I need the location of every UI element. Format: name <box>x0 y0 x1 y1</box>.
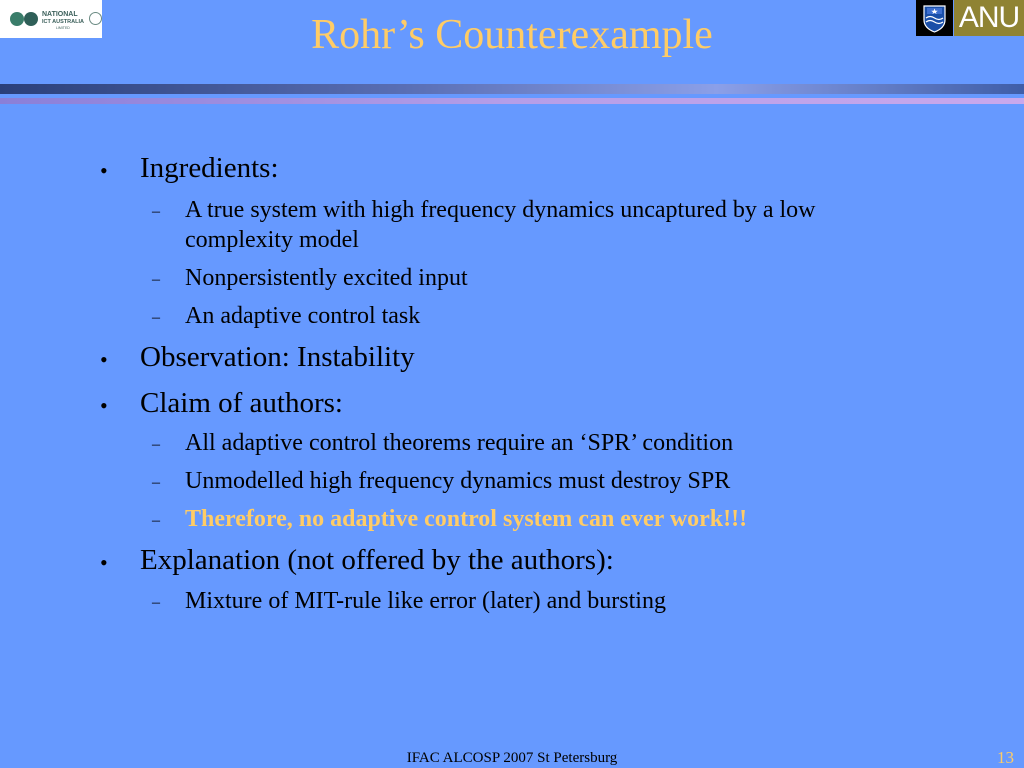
bullet-icon: • <box>100 550 108 575</box>
anu-wordmark: ANU <box>954 0 1024 36</box>
sub-bullet-mixture: Mixture of MIT-rule like error (later) and bursting <box>185 588 666 614</box>
bullet-observation: Observation: Instability <box>140 341 415 373</box>
bullet-icon: • <box>100 393 108 418</box>
slide-footer: IFAC ALCOSP 2007 St Petersburg <box>406 750 618 766</box>
page-number: 13 <box>997 748 1014 767</box>
sub-bullet-icon: – <box>152 474 160 491</box>
sub-bullet-icon: – <box>152 436 160 453</box>
sub-bullet-spr-condition: All adaptive control theorems require an ‘SPR’ condition <box>185 430 734 456</box>
slide-title: Rohr’s Counterexample <box>311 12 713 58</box>
bullet-claim: Claim of authors: <box>140 387 343 419</box>
bullet-icon: • <box>100 347 108 372</box>
sub-bullet-icon: – <box>152 309 160 326</box>
sub-bullet-nonpersistent: Nonpersistently excited input <box>185 265 468 291</box>
bullet-ingredients: Ingredients: <box>140 152 279 184</box>
sub-bullet-conclusion: Therefore, no adaptive control system can ever work!!! <box>185 506 748 532</box>
logo-text-ict-australia: ICT AUSTRALIA <box>42 19 84 25</box>
bullet-icon: • <box>100 158 108 183</box>
logo-text-national: NATIONAL <box>42 11 78 18</box>
sub-bullet-icon: – <box>152 512 160 529</box>
logo-text-limited: LIMITED <box>56 26 70 30</box>
sub-bullet-icon: – <box>152 271 160 288</box>
bullet-explanation: Explanation (not offered by the authors): <box>140 544 614 576</box>
sub-bullet-true-system-cont: complexity model <box>185 227 359 253</box>
sub-bullet-true-system: A true system with high frequency dynamics uncaptured by a low <box>185 197 816 223</box>
sub-bullet-destroy-spr: Unmodelled high frequency dynamics must destroy SPR <box>185 468 731 494</box>
sub-bullet-icon: – <box>152 203 160 220</box>
sub-bullet-icon: – <box>152 594 160 611</box>
sub-bullet-adaptive-task: An adaptive control task <box>185 303 421 329</box>
